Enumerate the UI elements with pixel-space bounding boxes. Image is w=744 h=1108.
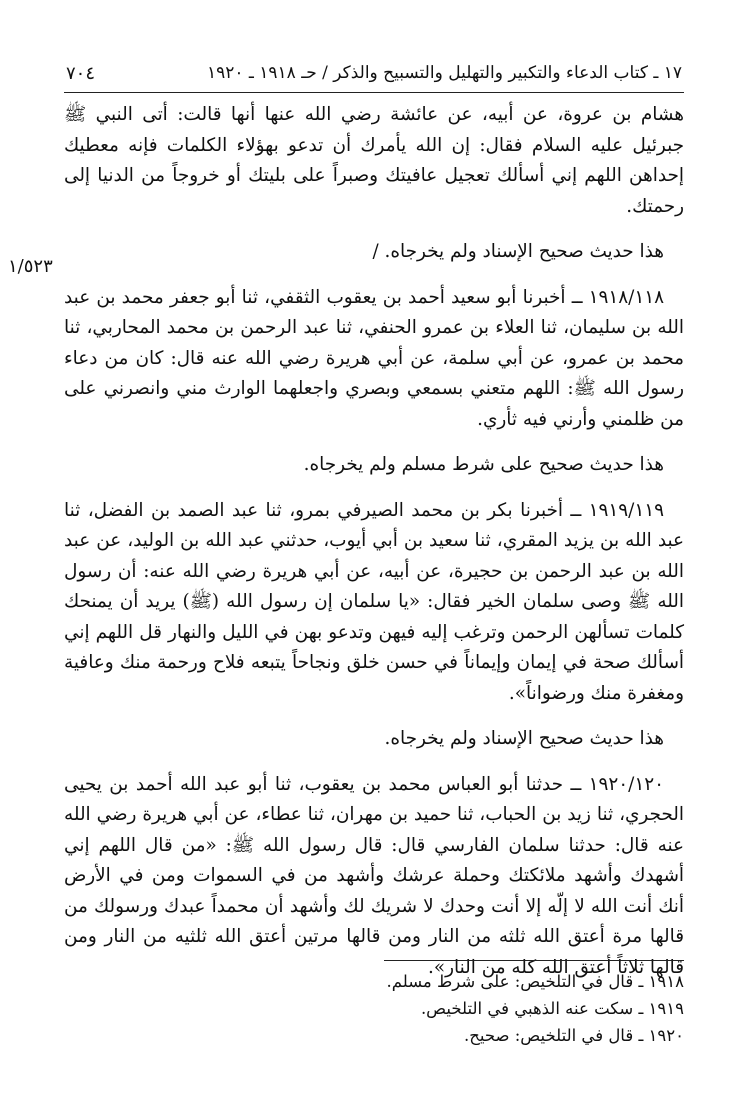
- paragraph-hadith-1919: ١٩١٩/١١٩ ــ أخبرنا بكر بن محمد الصيرفي بمرو، ثنا عبد الصمد بن الفضل، ثنا عبد الله بن يزيد المقري، ثنا سعيد بن أبي أيوب، حدثني عبد الله بن الوليد، عن عبد الله بن عبد الرحمن بن حجيرة، عن أبيه، عن أبي هريرة رضي الله عنه: أن رسول الله ﷺ وصى سلمان الخير فقال: «يا سلمان إن رسول الله (ﷺ) يريد أن يمنحك كلمات تسألهن الرحمن وترغب إليه فيهن وتدعو بهن في الليل والنهار قل اللهم إني أسألك صحة في إيمان وإيماناً في حسن خلق ونجاحاً يتبعه فلاح ورحمة منك وعافية ومغفرة منك ورضواناً».: [64, 499, 684, 704]
- footnotes: [64, 968, 684, 1049]
- margin-page-reference: ١/٥٢٣: [8, 256, 53, 277]
- main-text: [64, 100, 684, 998]
- footnote-divider: [384, 960, 684, 961]
- paragraph-grading: هذا حديث صحيح الإسناد ولم يخرجاه. /: [372, 241, 664, 262]
- footnote-1919: ١٩١٩ ـ سكت عنه الذهبي في التلخيص.: [420, 999, 684, 1018]
- footnote-1920: ١٩٢٠ ـ قال في التلخيص: صحيح.: [463, 1026, 684, 1045]
- paragraph-grading: هذا حديث صحيح الإسناد ولم يخرجاه.: [384, 728, 664, 749]
- header-divider: [64, 92, 684, 93]
- page-number: ٧٠٤: [66, 62, 96, 84]
- footnote-1918: ١٩١٨ ـ قال في التلخيص: على شرط مسلم.: [386, 972, 684, 991]
- paragraph-continuation: هشام بن عروة، عن أبيه، عن عائشة رضي الله عنها أنها قالت: أتى النبي ﷺ جبرئيل عليه السلام فقال: إن الله يأمرك أن تدعو بهؤلاء الكلمات فإنه معطيك إحداهن اللهم إني أسألك تعجيل عافيتك وصبراً على بليتك أو خروجاً من الدنيا إلى رحمتك.: [64, 104, 684, 217]
- paragraph-grading: هذا حديث صحيح على شرط مسلم ولم يخرجاه.: [303, 454, 664, 475]
- running-header: [66, 60, 682, 86]
- paragraph-hadith-1920: ١٩٢٠/١٢٠ ــ حدثنا أبو العباس محمد بن يعقوب، ثنا أبو عبد الله أحمد بن يحيى الحجري، ثنا زيد بن الحباب، ثنا حميد بن مهران، ثنا عطاء، عن أبي هريرة رضي الله عنه قال: حدثنا سلمان الفارسي قال: قال رسول الله ﷺ: «من قال اللهم إني أشهدك وأشهد ملائكتك وحملة عرشك وأشهد من في السموات ومن في الأرض أنك أنت الله لا إلّه إلا أنت وحدك لا شريك لك وأشهد أن محمداً عبدك ورسولك من قالها مرة أعتق الله ثلثه من النار ومن قالها مرتين أعتق الله ثلثيه من النار ومن قالها ثلاثاً أعتق الله كله من النار».: [64, 773, 684, 978]
- paragraph-hadith-1918: ١٩١٨/١١٨ ــ أخبرنا أبو سعيد أحمد بن يعقوب الثقفي، ثنا أبو جعفر محمد بن عبد الله بن سليمان، ثنا العلاء بن عمرو الحنفي، ثنا عبد الرحمن بن محمد المحاربي، ثنا محمد بن عمرو، عن أبي سلمة، عن أبي هريرة رضي الله عنه قال: كان من دعاء رسول الله ﷺ: اللهم متعني بسمعي وبصري واجعلهما الوارث مني وانصرني على من ظلمني وأرني فيه ثأري.: [64, 286, 684, 430]
- header-title: ١٧ ـ كتاب الدعاء والتكبير والتهليل والتسبيح والذكر / حـ ١٩١٨ ـ ١٩٢٠: [206, 63, 682, 83]
